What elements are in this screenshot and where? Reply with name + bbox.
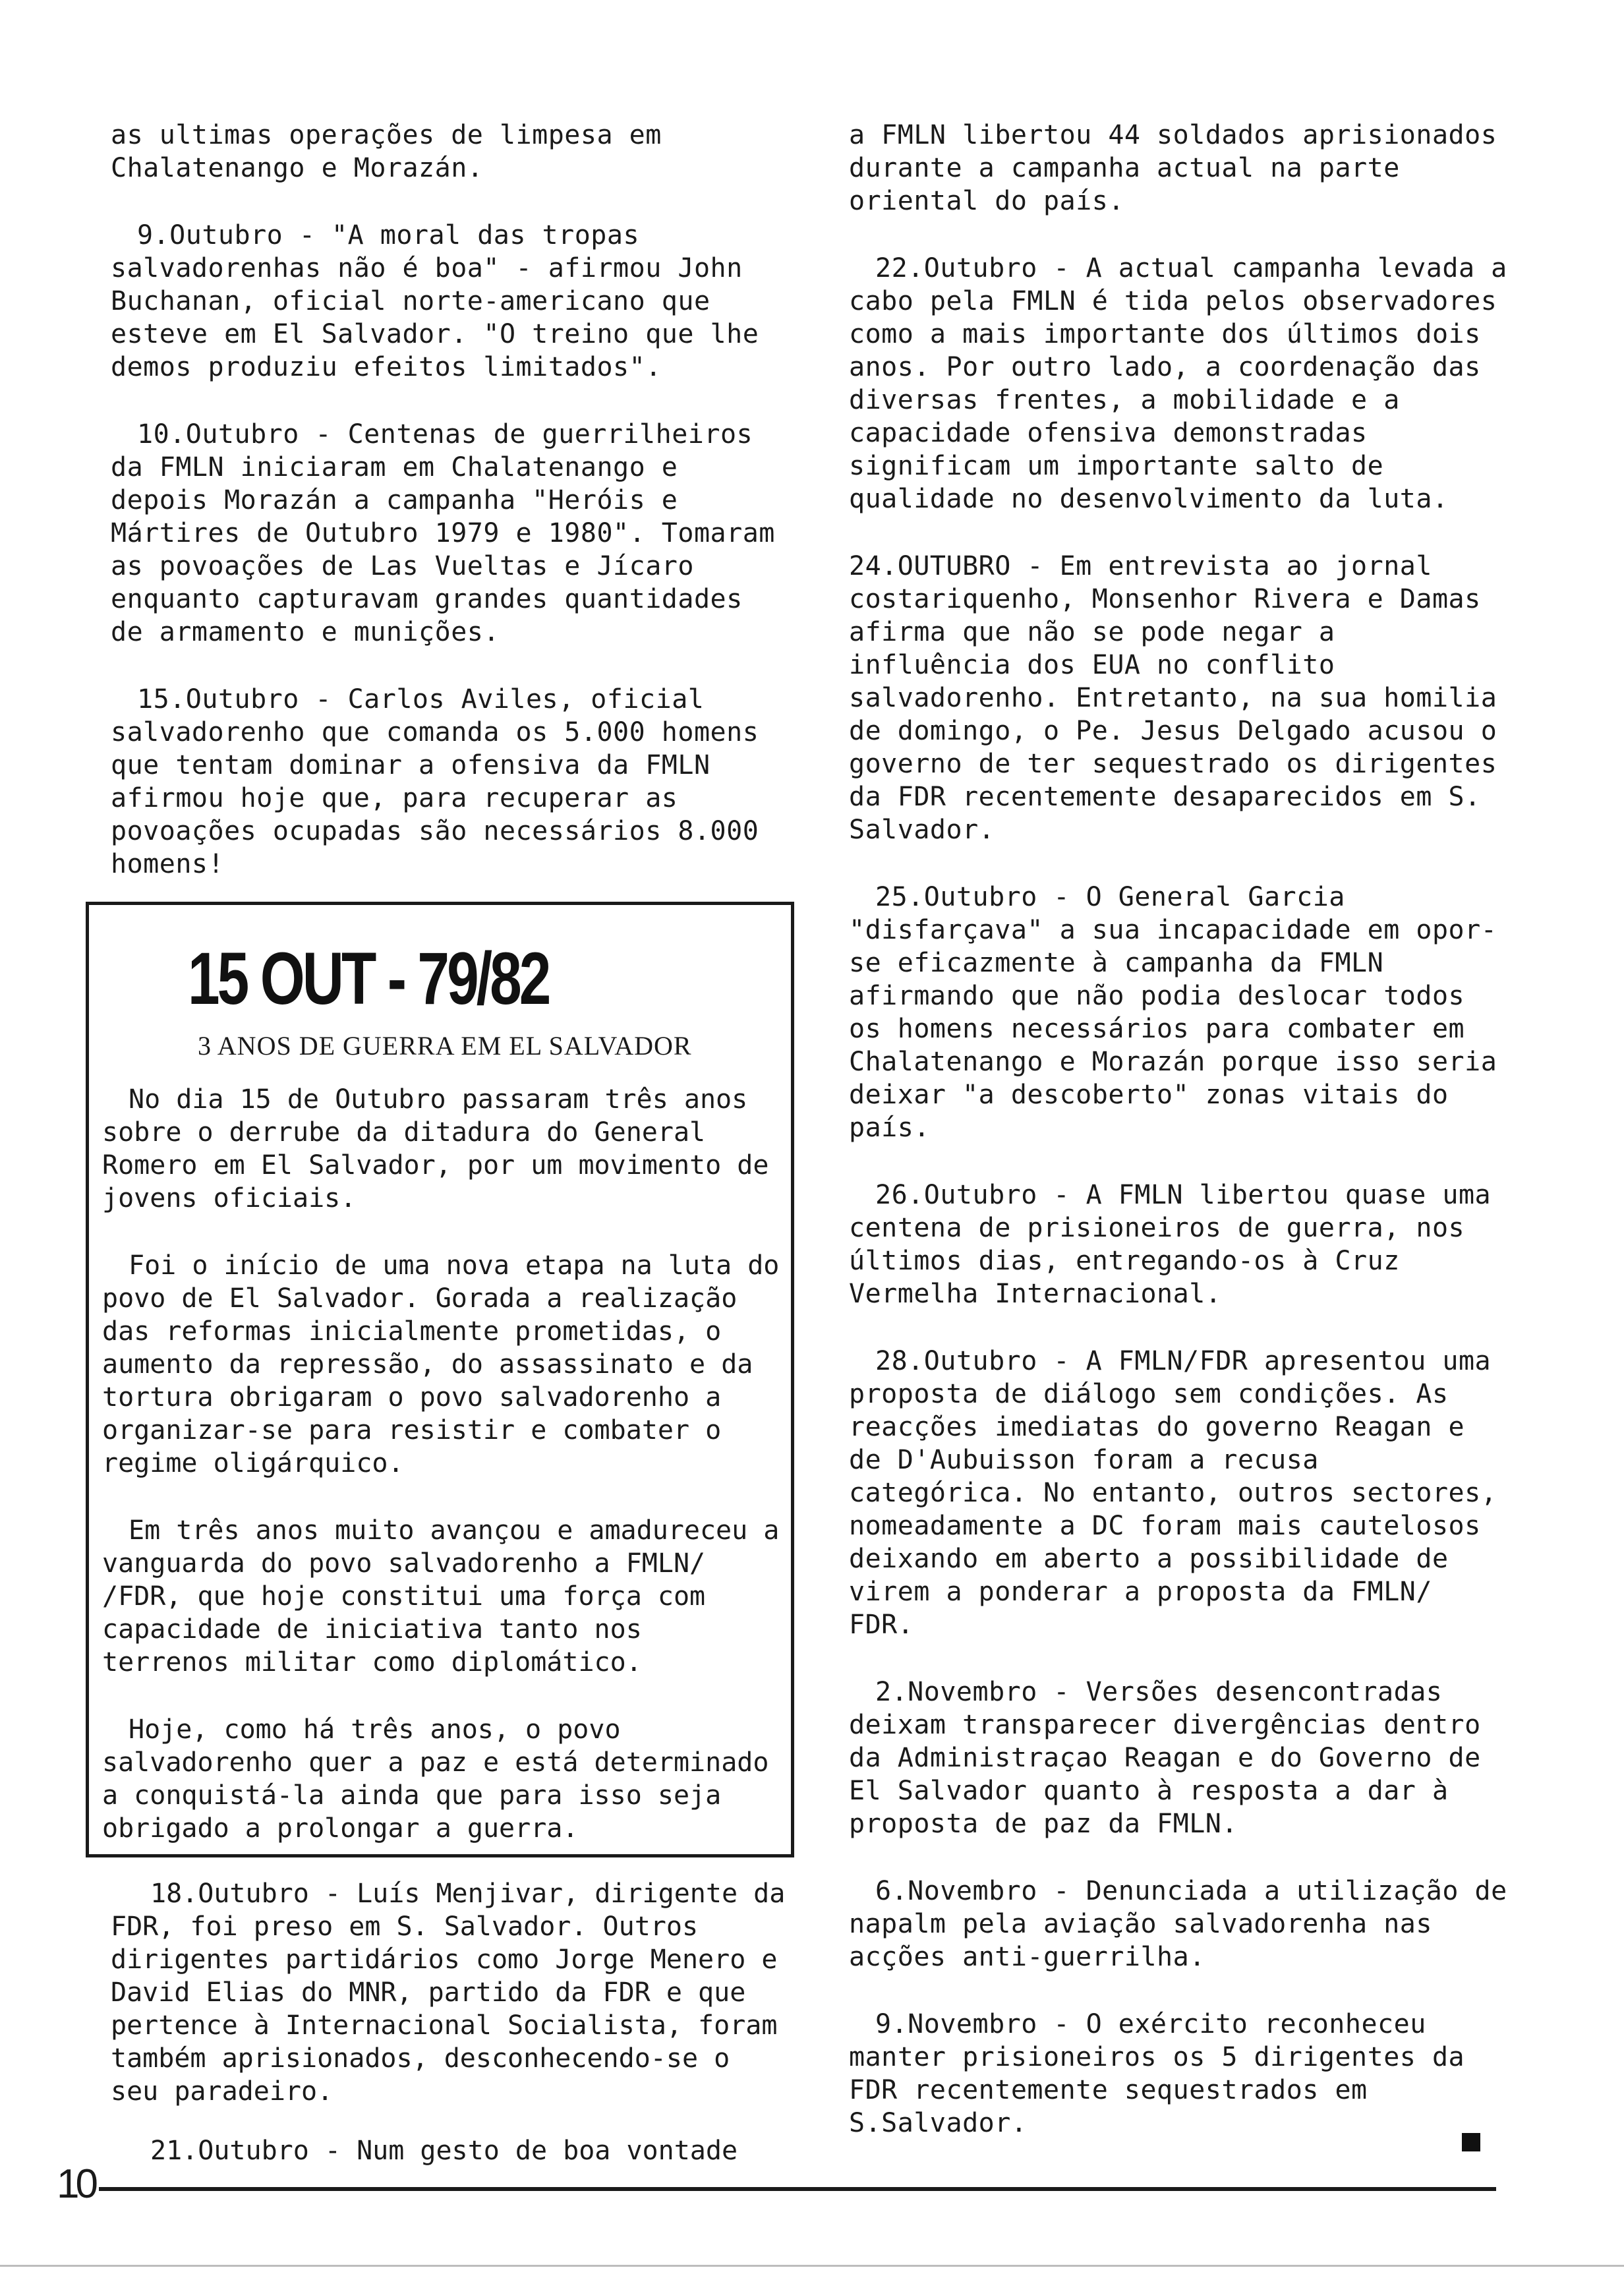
feature-box-paragraph-4: Hoje, como há três anos, o povo salvadorenho quer a paz e está determinado a conquistá-la ainda que para isso seja obrigado a prolongar a guerra. [102,1714,769,1844]
right-paragraph-2: 22.Outubro - A actual campanha levada a cabo pela FMLN é tida pelos observadores como a mais importante dos últimos dois anos. Por outro lado, a coordenação das diversas frentes, a mobilidade e a capacidade ofensiva demonstradas significam um importante salto de qualidade no desenvolvimento da luta. [849,253,1507,514]
left-paragraph-4: 15.Outubro - Carlos Aviles, oficial salvadorenho que comanda os 5.000 homens que tentam dominar a ofensiva da FMLN afirmou hoje que, para recuperar as povoações ocupadas são necessários 8.000 homens! [111,684,759,879]
right-paragraph-9: 9.Novembro - O exército reconheceu manter prisioneiros os 5 dirigentes da FDR recentemente sequestrados em S.Salvador. [849,2009,1465,2138]
feature-box-paragraph-1: No dia 15 de Outubro passaram três anos sobre o derrube da ditadura do General Romero em El Salvador, por um movimento de jovens oficiais. [102,1084,769,1213]
end-of-article-square-icon [1462,2133,1480,2151]
left-paragraph-3: 10.Outubro - Centenas de guerrilheiros da FMLN iniciaram em Chalatenango e depois Morazán a campanha "Heróis e Mártires de Outubro 1979 e 1980". Tomaram as povoações de Las Vueltas e Jícaro enquanto capturavam grandes quantidades de armamento e munições. [111,419,775,647]
feature-box-subtitle: 3 ANOS DE GUERRA EM EL SALVADOR [198,1031,692,1061]
feature-box-body [102,1083,781,1879]
scan-edge-line [0,2265,1624,2267]
right-column [849,119,1508,2174]
page-number: 10 [57,2161,94,2207]
left-paragraph-2: 9.Outubro - "A moral das tropas salvadorenhas não é boa" - afirmou John Buchanan, oficial norte-americano que esteve em El Salvador. "O treino que lhe demos produziu efeitos limitados". [111,220,759,382]
right-paragraph-1: a FMLN libertou 44 soldados aprisionados durante a campanha actual na parte oriental do país. [849,120,1497,216]
left-paragraph-6: 21.Outubro - Num gesto de boa vontade [150,2136,738,2166]
right-paragraph-6: 28.Outubro - A FMLN/FDR apresentou uma proposta de diálogo sem condições. As reacções imediatas do governo Reagan e de D'Aubuisson foram a recusa categórica. No entanto, outros sectores, nomeadamente a DC foram mais cautelosos deixando em aberto a possibilidade de virem a ponderar a proposta da FMLN/ FDR. [849,1346,1497,1640]
right-paragraph-5: 26.Outubro - A FMLN libertou quase uma centena de prisioneiros de guerra, nos últimos dias, entregando-os à Cruz Vermelha Internacional. [849,1180,1492,1309]
left-paragraph-1: as ultimas operações de limpesa em Chalatenango e Morazán. [111,120,662,183]
left-paragraph-5: 18.Outubro - Luís Menjivar, dirigente da FDR, foi preso em S. Salvador. Outros dirigentes partidários como Jorge Menero e David Elias do MNR, partido da FDR e que pertence à Internacional Socialista, foram também aprisionados, desconhecendo-se o seu paradeiro. [111,1879,786,2107]
left-column-continued [111,1877,790,2194]
right-paragraph-8: 6.Novembro - Denunciada a utilização de napalm pela aviação salvadorenha nas acções anti-guerrilha. [849,1876,1507,1972]
right-paragraph-7: 2.Novembro - Versões desencontradas deixam transparecer divergências dentro da Administraçao Reagan e do Governo de El Salvador quanto à resposta a dar à proposta de paz da FMLN. [849,1677,1481,1839]
feature-box-paragraph-3: Em três anos muito avançou e amadureceu a vanguarda do povo salvadorenho a FMLN/ /FDR, que hoje constitui uma força com capacidade de iniciativa tanto nos terrenos militar como diplomático. [102,1515,780,1678]
right-paragraph-4: 25.Outubro - O General Garcia "disfarçava" a sua incapacidade em opor-se eficazmente à campanha da FMLN afirmando que não podia deslocar todos os homens necessários para combater em Chalatenango e Morazán porque isso seria deixar "a descoberto" zonas vitais do país. [849,882,1497,1143]
feature-box [86,902,794,1857]
footer-rule [99,2187,1496,2191]
left-column [111,119,790,915]
feature-box-paragraph-2: Foi o início de uma nova etapa na luta do povo de El Salvador. Gorada a realização das reformas inicialmente prometidas, o aumento da repressão, do assassinato e da tortura obrigaram o povo salvadorenho a organizar-se para resistir e combater o regime oligárquico. [102,1250,780,1478]
feature-box-title: 15 OUT - 79/82 [188,937,549,1020]
right-paragraph-3: 24.OUTUBRO - Em entrevista ao jornal costariquenho, Monsenhor Rivera e Damas afirma que não se pode negar a influência dos EUA no conflito salvadorenho. Entretanto, na sua homilia de domingo, o Pe. Jesus Delgado acusou o governo de ter sequestrado os dirigentes da FDR recentemente desaparecidos em S. Salvador. [849,551,1497,845]
